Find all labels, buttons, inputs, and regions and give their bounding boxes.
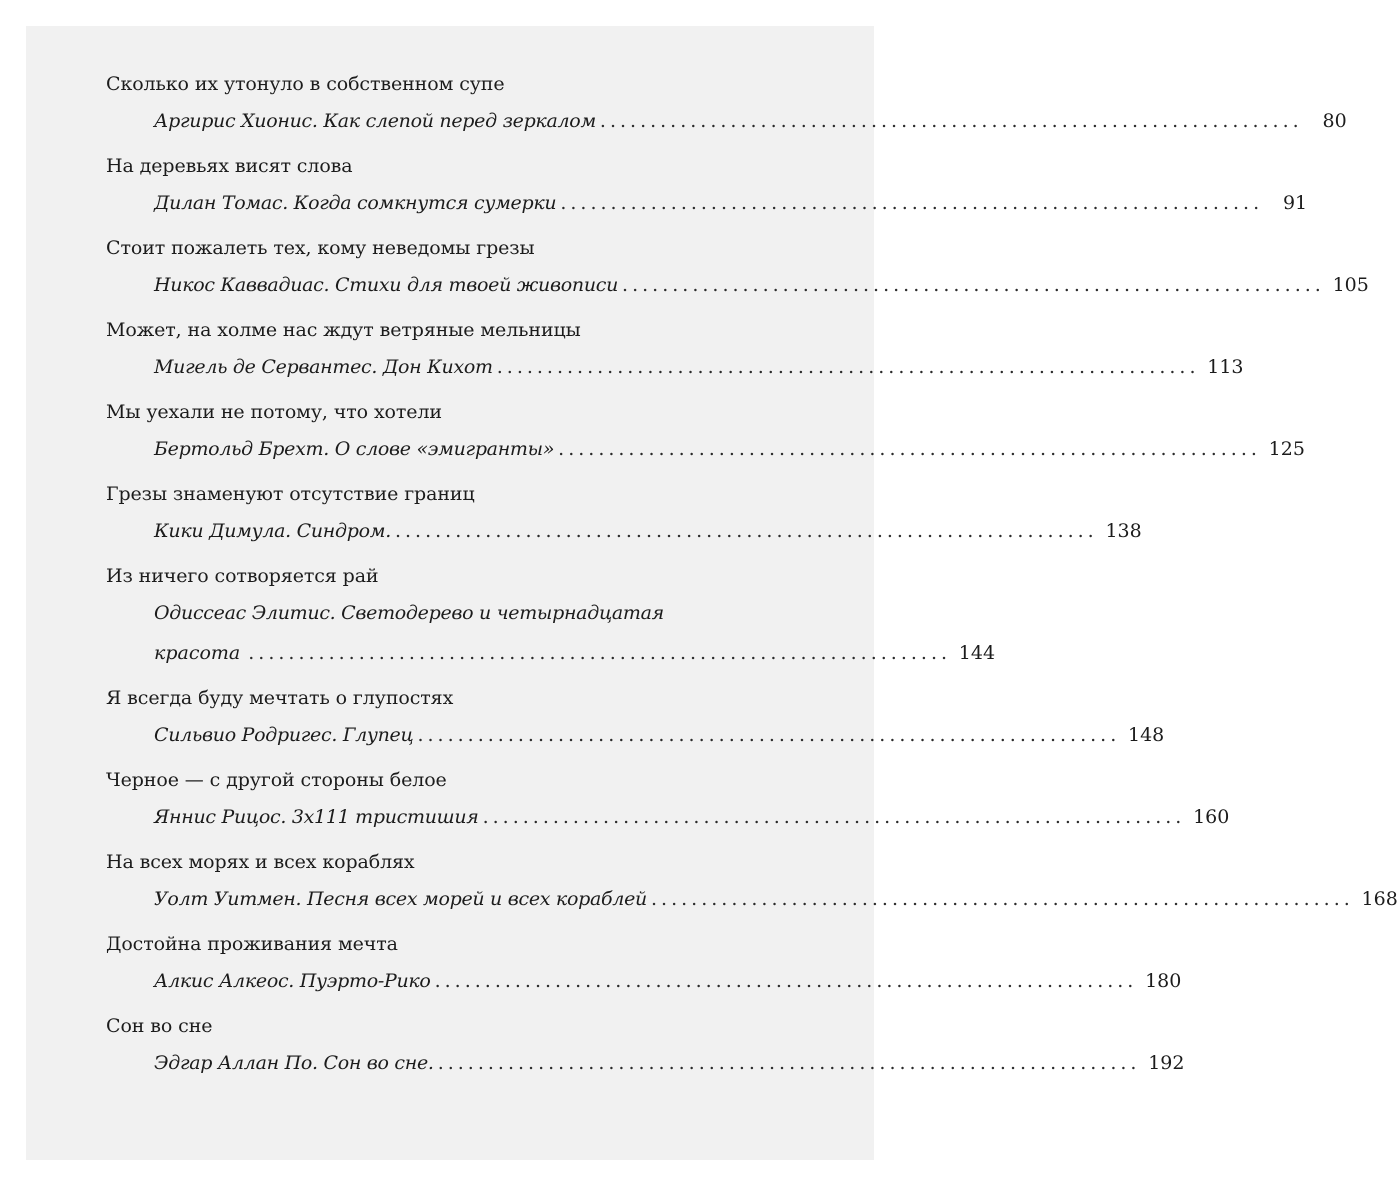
table-of-contents xyxy=(106,71,1398,1095)
toc-entry-heading: Достойна проживания мечта xyxy=(106,933,398,955)
toc-entry-page-number: 125 xyxy=(1268,438,1305,460)
toc-entry-work: Алкис Алкеос. Пуэрто-Рико xyxy=(154,970,431,992)
dot-leader: ...................................................................... xyxy=(417,724,1121,746)
dot-leader: ...................................................................... xyxy=(482,806,1186,828)
dot-leader: ...................................................................... xyxy=(434,970,1138,992)
toc-entry-work: Мигель де Сервантес. Дон Кихот xyxy=(154,356,493,378)
toc-entry-heading: Сколько их утонуло в собственном супе xyxy=(106,73,505,95)
toc-entry-reference xyxy=(154,272,1369,298)
toc-entry-work-continuation: красота xyxy=(154,642,241,664)
toc-entry-reference xyxy=(154,1050,1185,1076)
toc-entry-heading: На деревьях висят слова xyxy=(106,155,353,177)
book-page xyxy=(26,26,1398,1160)
toc-entry-reference xyxy=(154,886,1398,912)
toc-entry-heading: Из ничего сотворяется рай xyxy=(106,565,379,587)
toc-entry-page-number: 105 xyxy=(1332,274,1369,296)
dot-leader: ...................................................................... xyxy=(651,888,1354,910)
toc-entry-reference xyxy=(154,518,1142,544)
toc-entry xyxy=(106,399,1305,481)
toc-entry-heading: Мы уехали не потому, что хотели xyxy=(106,401,442,423)
dot-leader: ...................................................................... xyxy=(394,520,1098,542)
dot-leader: ...................................................................... xyxy=(496,356,1200,378)
toc-entry-reference xyxy=(154,108,1347,134)
toc-entry-page-number: 148 xyxy=(1127,724,1165,746)
toc-entry xyxy=(106,153,1308,235)
toc-entry-work-continuation-line xyxy=(154,640,996,666)
toc-entry-page-number: 80 xyxy=(1322,110,1347,132)
toc-entry-reference xyxy=(154,968,1182,994)
dot-leader: ...................................................................... xyxy=(622,274,1325,296)
toc-entry-reference xyxy=(154,600,996,666)
toc-entry xyxy=(106,767,1230,849)
dot-leader: ...................................................................... xyxy=(558,438,1261,460)
toc-entry-work: Одиссеас Элитис. Светодерево и четырнадцатая xyxy=(154,602,664,624)
toc-entry xyxy=(106,931,1182,1013)
toc-entry-heading: Стоит пожалеть тех, кому неведомы грезы xyxy=(106,237,535,259)
toc-entry-page-number: 192 xyxy=(1148,1052,1185,1074)
toc-entry xyxy=(106,317,1244,399)
toc-entry xyxy=(106,235,1369,317)
toc-entry xyxy=(106,1013,1185,1095)
toc-entry-heading: Грезы знаменуют отсутствие границ xyxy=(106,483,475,505)
toc-entry-page-number: 113 xyxy=(1207,356,1244,378)
toc-entry-reference xyxy=(154,722,1165,748)
toc-entry xyxy=(106,563,996,685)
toc-entry xyxy=(106,71,1347,153)
toc-entry-page-number: 138 xyxy=(1105,520,1142,542)
toc-entry-reference xyxy=(154,354,1244,380)
toc-entry-reference xyxy=(154,190,1308,216)
toc-entry-heading: Может, на холме нас ждут ветряные мельницы xyxy=(106,319,581,341)
toc-entry-work: Эдгар Аллан По. Сон во сне. xyxy=(154,1052,434,1074)
toc-entry-page-number: 144 xyxy=(958,642,996,664)
toc-entry-work: Сильвио Родригес. Глупец xyxy=(154,724,414,746)
toc-entry xyxy=(106,685,1165,767)
dot-leader: ...................................................................... xyxy=(248,642,952,664)
toc-entry-page-number: 91 xyxy=(1282,192,1308,214)
toc-entry-reference xyxy=(154,436,1305,462)
toc-entry-heading: Черное — с другой стороны белое xyxy=(106,769,447,791)
toc-entry-reference xyxy=(154,804,1230,830)
toc-entry-work: Кики Димула. Синдром. xyxy=(154,520,391,542)
toc-entry-work: Бертольд Брехт. О слове «эмигранты» xyxy=(154,438,555,460)
toc-entry-heading: Сон во сне xyxy=(106,1015,213,1037)
dot-leader: ...................................................................... xyxy=(599,110,1303,132)
toc-entry-work: Никос Каввадиас. Стихи для твоей живописи xyxy=(154,274,619,296)
toc-entry-work: Яннис Рицос. 3х111 тристишия xyxy=(154,806,479,828)
toc-entry xyxy=(106,849,1398,931)
toc-entry xyxy=(106,481,1142,563)
dot-leader: ...................................................................... xyxy=(560,192,1264,214)
toc-entry-heading: На всех морях и всех кораблях xyxy=(106,851,415,873)
toc-entry-work: Аргирис Хионис. Как слепой перед зеркалом xyxy=(154,110,596,132)
dot-leader: ...................................................................... xyxy=(437,1052,1141,1074)
toc-entry-heading: Я всегда буду мечтать о глупостях xyxy=(106,687,454,709)
toc-entry-work: Дилан Томас. Когда сомкнутся сумерки xyxy=(154,192,557,214)
toc-entry-work: Уолт Уитмен. Песня всех морей и всех кораблей xyxy=(154,888,647,910)
toc-entry-page-number: 168 xyxy=(1361,888,1398,910)
toc-entry-page-number: 180 xyxy=(1145,970,1182,992)
toc-entry-page-number: 160 xyxy=(1193,806,1230,828)
